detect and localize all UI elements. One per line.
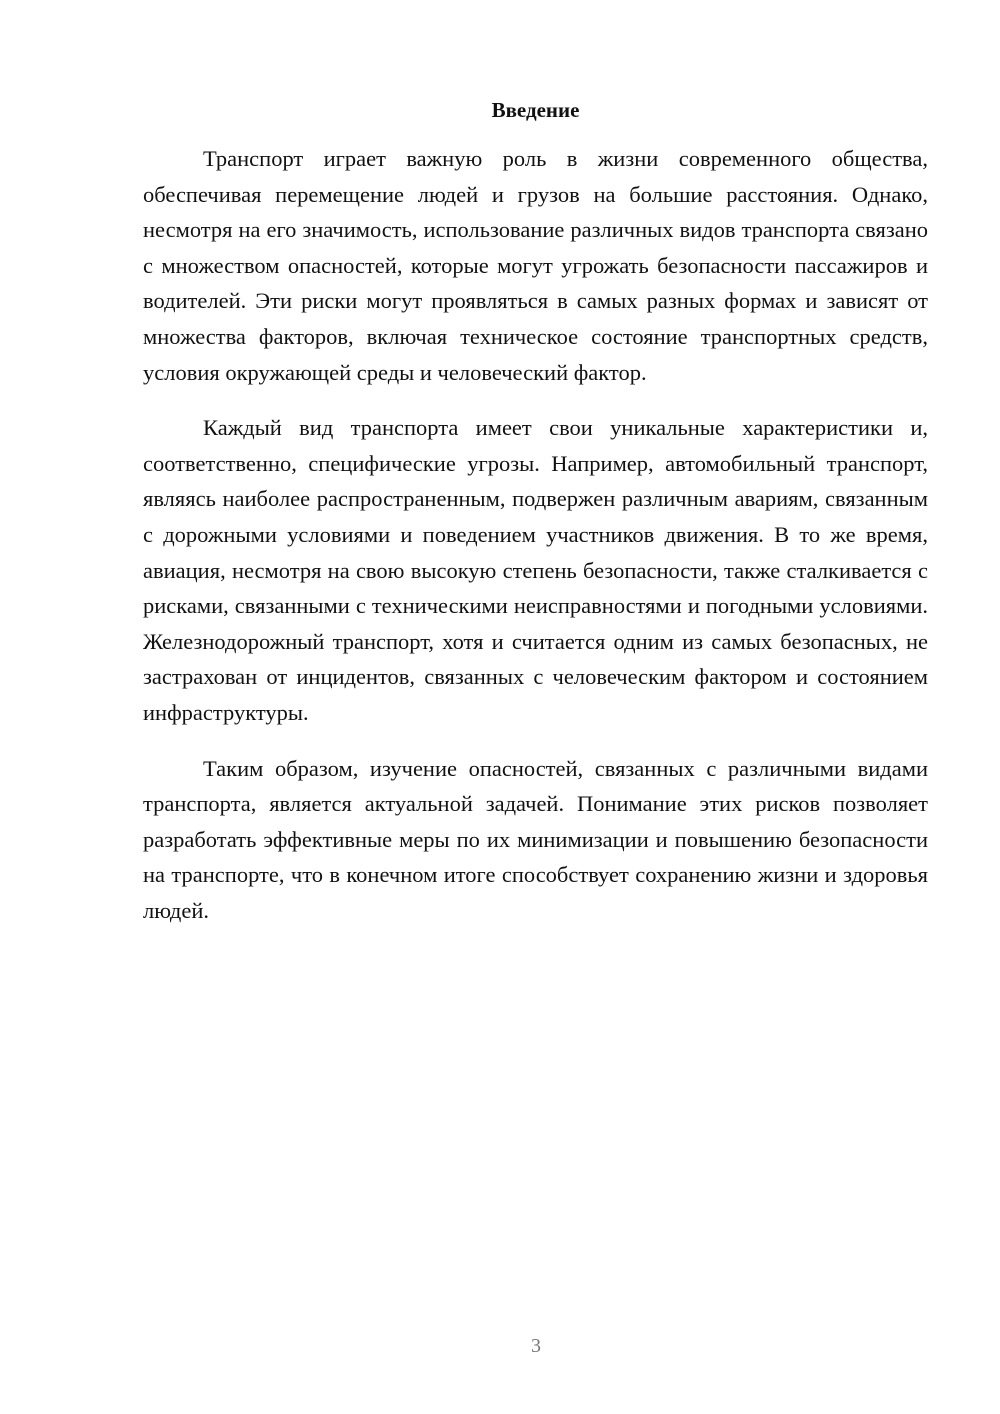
section-title: Введение: [491, 98, 580, 122]
paragraph-1: Транспорт играет важную роль в жизни современного общества, обеспечивая перемещение людей и грузов на большие расстояния. Однако, несмотря на его значимость, использование различных видов транспорта связано с множеством опасностей, которые могут угрожать безопасности пассажиров и водителей. Эти риски могут проявляться в самых разных формах и зависят от множества факторов, включая техническое состояние транспортных средств, условия окружающей среды и человеческий фактор.: [143, 146, 928, 385]
body-text: [143, 141, 928, 948]
paragraph-3: Таким образом, изучение опасностей, связанных с различными видами транспорта, является актуальной задачей. Понимание этих рисков позволяет разработать эффективные меры по их минимизации и повышению безопасности на транспорте, что в конечном итоге способствует сохранению жизни и здоровья людей.: [143, 755, 928, 923]
page-number: 3: [531, 1335, 541, 1357]
paragraph-2: Каждый вид транспорта имеет свои уникальные характеристики и, соответственно, специфические угрозы. Например, автомобильный транспорт, являясь наиболее распространенным, подвержен различным авариям, связанным с дорожными условиями и поведением участников движения. В то же время, авиация, несмотря на свою высокую степень безопасности, также сталкивается с рисками, связанными с техническими неисправностями и погодными условиями. Железнодорожный транспорт, хотя и считается одним из самых безопасных, не застрахован от инцидентов, связанных с человеческим фактором и состоянием инфраструктуры.: [143, 415, 928, 725]
